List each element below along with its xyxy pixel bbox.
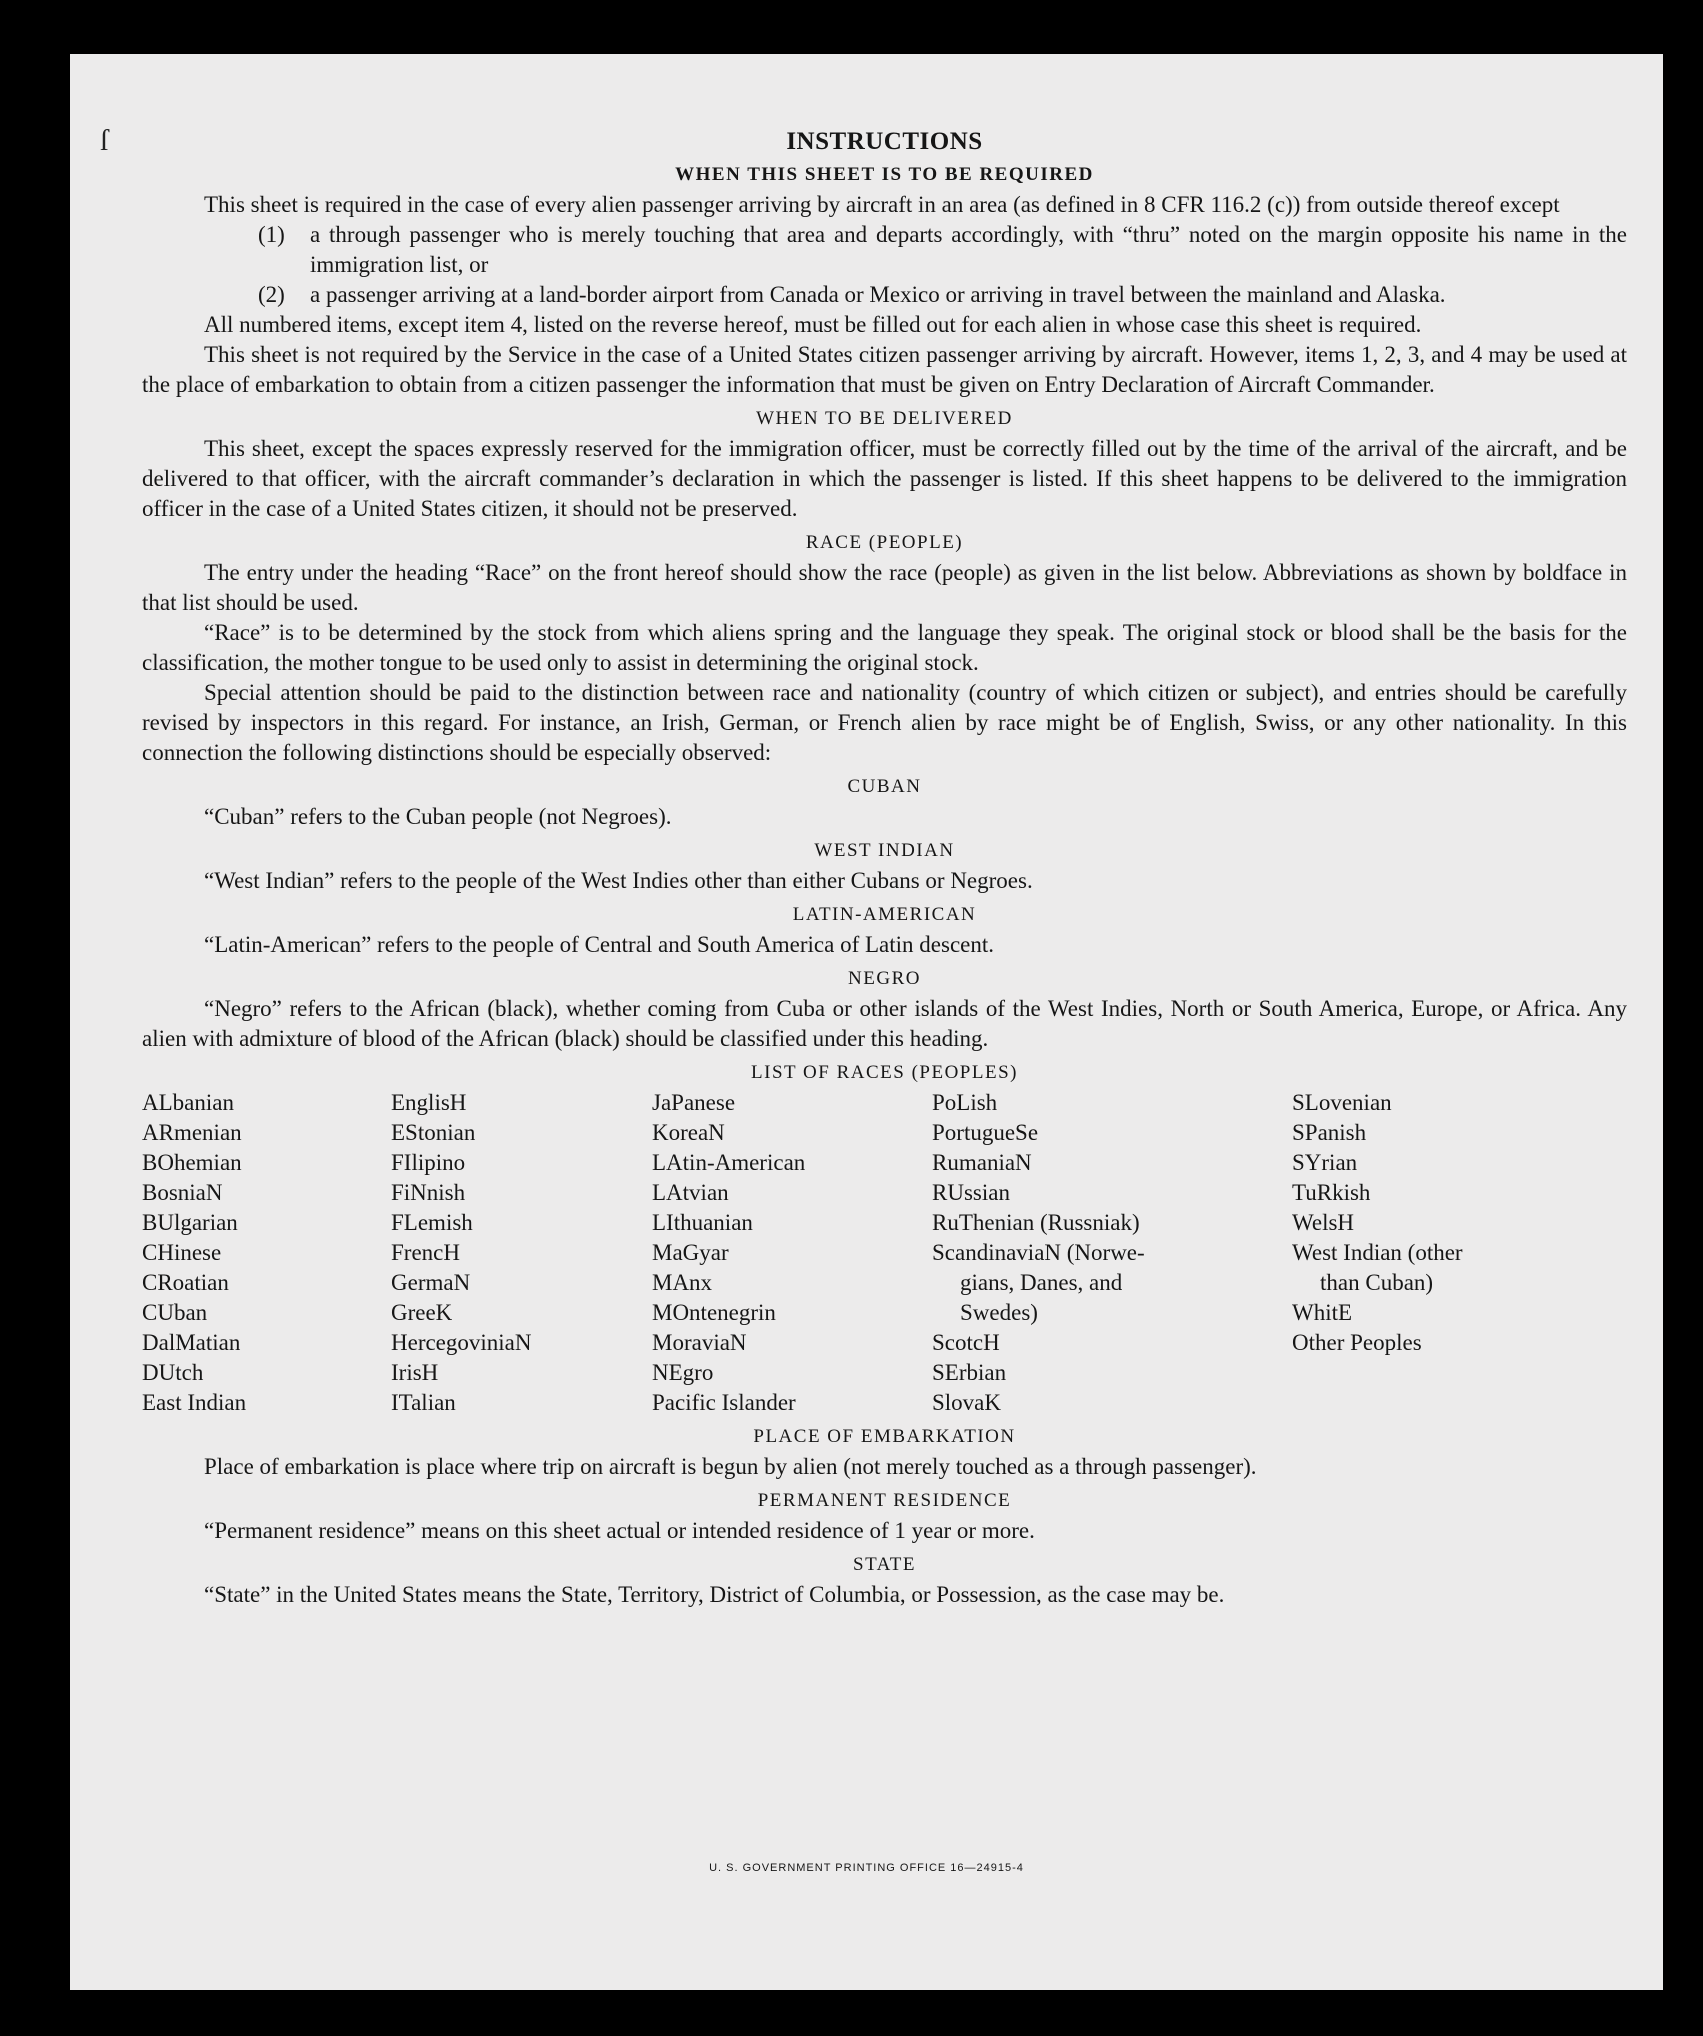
race-entry: IrisH: [391, 1360, 439, 1385]
race-entry: PoLish: [932, 1090, 998, 1115]
race-entry: MAnx: [652, 1270, 713, 1295]
race-entry: WelsH: [1292, 1210, 1355, 1235]
heading-latin-american: LATIN-AMERICAN: [792, 904, 977, 925]
list-item: (1) a through passenger who is merely touching that area and departs accordingly, with “thru” noted on the margin opposite his name in the immigration list, or: [258, 222, 1627, 277]
race-entry: BosniaN: [142, 1180, 223, 1205]
race-entry: ITalian: [391, 1390, 456, 1415]
heading-list-of-races: LIST OF RACES (PEOPLES): [751, 1062, 1018, 1083]
races-column: [1292, 1088, 1627, 1418]
race-entry: KoreaN: [652, 1120, 725, 1145]
race-entry: LAtvian: [652, 1180, 729, 1205]
race-entry: DalMatian: [142, 1330, 241, 1355]
race-entry: Pacific Islander: [652, 1390, 796, 1415]
race-entry: PortugueSe: [932, 1120, 1039, 1145]
race-entry: WhitE: [1292, 1300, 1353, 1325]
race-entry: Other Peoples: [1292, 1330, 1422, 1355]
race-entry: ScandinaviaN (Norwe-: [932, 1240, 1145, 1265]
paragraph-race-1: The entry under the heading “Race” on the front hereof should show the race (people) as given in the list below. Abbreviations as shown by boldface in that list should be used.: [142, 560, 1627, 615]
race-entry: RumaniaN: [932, 1150, 1032, 1175]
heading-state: STATE: [853, 1554, 916, 1575]
race-entry: GreeK: [391, 1300, 453, 1325]
paragraph-west-indian: “West Indian” refers to the people of the West Indies other than either Cubans or Negroes.: [204, 868, 1033, 893]
race-entry: RuThenian (Russniak): [932, 1210, 1140, 1235]
heading-negro: NEGRO: [848, 968, 921, 989]
race-entry: MoraviaN: [652, 1330, 747, 1355]
race-entry: MaGyar: [652, 1240, 729, 1265]
race-entry: BUlgarian: [142, 1210, 238, 1235]
race-entry: ScotcH: [932, 1330, 1000, 1355]
races-column: [652, 1088, 932, 1418]
page-title: INSTRUCTIONS: [786, 128, 983, 155]
race-entry: DUtch: [142, 1360, 204, 1385]
race-entry: TuRkish: [1292, 1180, 1371, 1205]
paragraph-latin-american: “Latin-American” refers to the people of Central and South America of Latin descent.: [204, 932, 994, 957]
race-entry: CRoatian: [142, 1270, 229, 1295]
race-entry: BOhemian: [142, 1150, 242, 1175]
race-entry: Swedes): [960, 1300, 1038, 1325]
heading-permanent-residence: PERMANENT RESIDENCE: [757, 1490, 1012, 1511]
race-entry: SlovaK: [932, 1390, 1001, 1415]
races-table: [142, 1088, 1627, 1418]
race-entry: GermaN: [391, 1270, 471, 1295]
race-entry: SYrian: [1292, 1150, 1358, 1175]
race-entry: CUban: [142, 1300, 208, 1325]
heading-race: RACE (PEOPLE): [805, 532, 964, 553]
race-entry: RUssian: [932, 1180, 1010, 1205]
heading-embarkation: PLACE OF EMBARKATION: [753, 1426, 1016, 1447]
race-entry: FLemish: [391, 1210, 473, 1235]
list-item: (2) a passenger arriving at a land-border airport from Canada or Mexico or arriving in travel between the mainland and Alaska.: [258, 282, 1446, 307]
races-column: [391, 1088, 652, 1418]
instructions-body: [142, 128, 1627, 1610]
races-column: [932, 1088, 1292, 1418]
race-entry: JaPanese: [652, 1090, 736, 1115]
race-entry: HercegoviniaN: [391, 1330, 532, 1355]
paragraph-negro: “Negro” refers to the African (black), whether coming from Cuba or other islands of the West Indies, North or South America, Europe, or Africa. Any alien with admixture of blood of the African (black) should be classified under this heading.: [142, 996, 1627, 1051]
race-entry: NEgro: [652, 1360, 714, 1385]
race-entry: SLovenian: [1292, 1090, 1392, 1115]
race-entry: EnglisH: [391, 1090, 467, 1115]
race-entry: ALbanian: [142, 1090, 234, 1115]
race-entry: LAtin-American: [652, 1150, 806, 1175]
paragraph-race-3: Special attention should be paid to the distinction between race and nationality (country of which citizen or subject), and entries should be carefully revised by inspectors in this regard. For instance, an Irish, German, or French alien by race might be of English, Swiss, or any other nationality. In this connection the following distinctions should be especially observed:: [142, 680, 1627, 765]
race-entry: FiNnish: [391, 1180, 466, 1205]
paragraph-state: “State” in the United States means the State, Territory, District of Columbia, or Possession, as the case may be.: [204, 1582, 1225, 1607]
printer-imprint: U. S. GOVERNMENT PRINTING OFFICE 16—24915-4: [709, 1862, 1024, 1874]
paragraph-citizen-passenger: This sheet is not required by the Service in the case of a United States citizen passenger arriving by aircraft. However, items 1, 2, 3, and 4 may be used at the place of embarkation to obtain from a citizen passenger the information that must be given on Entry Declaration of Aircraft Commander.: [142, 342, 1627, 397]
race-entry: FrencH: [391, 1240, 460, 1265]
race-entry: West Indian (other: [1292, 1240, 1463, 1265]
paragraph-when-required-intro: This sheet is required in the case of every alien passenger arriving by aircraft in an area (as defined in 8 CFR 116.2 (c)) from outside thereof except: [204, 192, 1560, 217]
race-entry: SErbian: [932, 1360, 1007, 1385]
paragraph-cuban: “Cuban” refers to the Cuban people (not Negroes).: [204, 804, 672, 829]
race-entry: SPanish: [1292, 1120, 1367, 1145]
paragraph-numbered-items: All numbered items, except item 4, listed on the reverse hereof, must be filled out for each alien in whose case this sheet is required.: [204, 312, 1422, 337]
heading-when-required: WHEN THIS SHEET IS TO BE REQUIRED: [675, 164, 1094, 185]
heading-when-delivered: WHEN TO BE DELIVERED: [756, 408, 1013, 429]
paragraph-permanent-residence: “Permanent residence” means on this sheet actual or intended residence of 1 year or more.: [204, 1518, 1035, 1543]
race-entry: than Cuban): [1320, 1270, 1434, 1295]
paragraph-embarkation: Place of embarkation is place where trip on aircraft is begun by alien (not merely touched as a through passenger).: [204, 1454, 1257, 1479]
races-column: [142, 1088, 391, 1418]
race-entry: LIthuanian: [652, 1210, 753, 1235]
document-page: [70, 54, 1663, 1990]
race-entry: gians, Danes, and: [960, 1270, 1123, 1295]
heading-cuban: CUBAN: [847, 776, 922, 797]
paragraph-race-2: “Race” is to be determined by the stock from which aliens spring and the language they speak. The original stock or blood shall be the basis for the classification, the mother tongue to be used only to assist in determining the original stock.: [142, 620, 1627, 675]
race-entry: ARmenian: [142, 1120, 242, 1145]
race-entry: EStonian: [391, 1120, 476, 1145]
pencil-mark: ſ: [100, 124, 109, 157]
race-entry: East Indian: [142, 1390, 247, 1415]
heading-west-indian: WEST INDIAN: [814, 840, 955, 861]
paragraph-when-delivered: This sheet, except the spaces expressly reserved for the immigration officer, must be correctly filled out by the time of the arrival of the aircraft, and be delivered to that officer, with the aircraft commander’s declaration in which the passenger is listed. If this sheet happens to be delivered to the immigration officer in the case of a United States citizen, it should not be preserved.: [142, 436, 1627, 521]
race-entry: CHinese: [142, 1240, 222, 1265]
race-entry: FIlipino: [391, 1150, 466, 1175]
race-entry: MOntenegrin: [652, 1300, 776, 1325]
